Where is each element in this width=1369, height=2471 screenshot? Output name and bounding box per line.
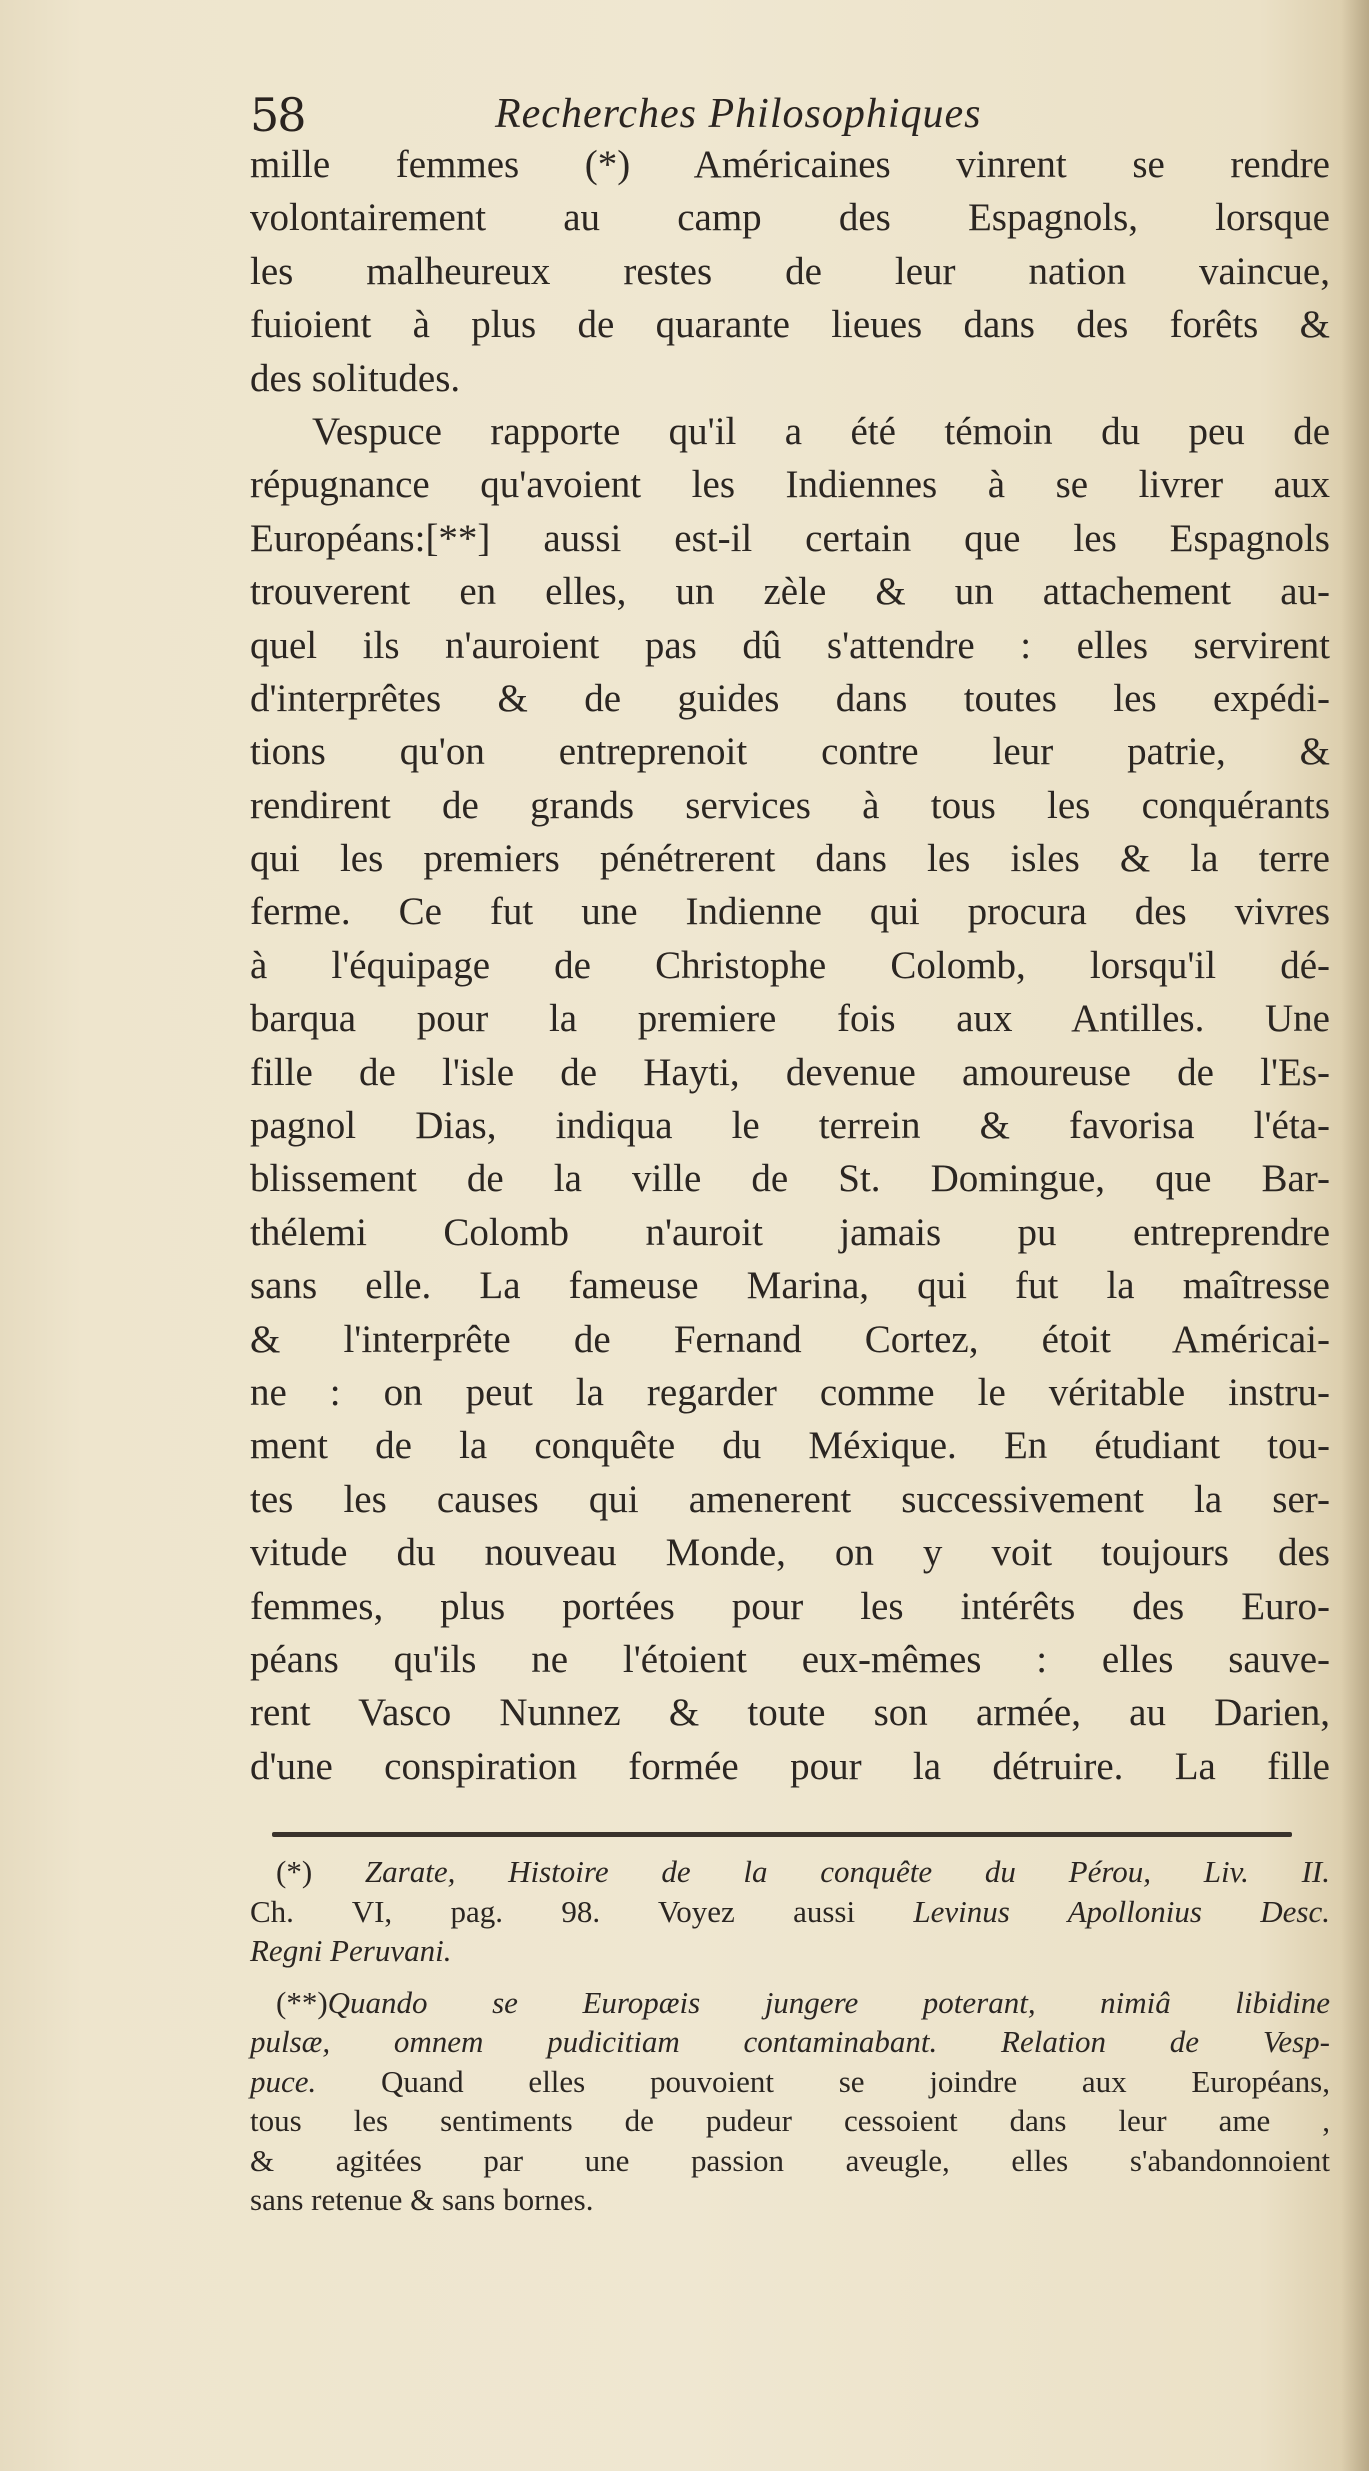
text-line: qui les premiers pénétrerent dans les isles & la terre [250, 837, 1330, 881]
footnote-2-line [250, 1983, 1330, 2023]
footnote-marker: (**) [276, 1984, 328, 2020]
text-line: fuioient à plus de quarante lieues dans des forêts & [250, 303, 1330, 347]
text-line: à l'équipage de Christophe Colomb, lorsqu'il dé- [250, 943, 1330, 987]
text-line: thélemi Colomb n'auroit jamais pu entreprendre [250, 1210, 1330, 1254]
footnote-quote: Quando se Europæis jungere poterant, nimiâ libidine [327, 1984, 1330, 2020]
text-line: femmes, plus portées pour les intérêts des Euro- [250, 1584, 1330, 1628]
footnote-divider [272, 1832, 1292, 1837]
text-line: fille de l'isle de Hayti, devenue amoureuse de l'Es- [250, 1050, 1330, 1094]
footnotes [250, 1852, 1330, 2220]
page-gutter-shadow [1341, 0, 1369, 2471]
text-line: blissement de la ville de St. Domingue, que Bar- [250, 1157, 1330, 1201]
text-line: des solitudes. [250, 356, 461, 400]
footnote-1-line [250, 1852, 1330, 1892]
footnote-marker: (*) [276, 1854, 365, 1889]
text-line: les malheureux restes de leur nation vaincue, [250, 249, 1330, 293]
text-line: tions qu'on entreprenoit contre leur patrie, & [250, 730, 1330, 774]
footnote-citation: Zarate, Histoire de la conquête du Pérou, Liv. II. [364, 1854, 1330, 1889]
text-line: ferme. Ce fut une Indienne qui procura des vivres [250, 890, 1330, 934]
footnote-citation: Levinus Apollonius Desc. [913, 1893, 1330, 1929]
text-line: répugnance qu'avoient les Indiennes à se livrer aux [250, 463, 1330, 507]
footnote-quote: pulsæ, omnem pudicitiam contaminabant. [250, 2024, 1002, 2059]
main-text [250, 138, 1330, 1793]
text-line: volontairement au camp des Espagnols, lorsque [250, 196, 1330, 240]
text-line: pagnol Dias, indiqua le terrein & favorisa l'éta- [250, 1104, 1330, 1148]
footnote-2-line [250, 2062, 1330, 2102]
footnote-1-line: Regni Peruvani. [250, 1933, 452, 1968]
running-title: Recherches Philosophiques [495, 91, 982, 137]
page-number: 58 [250, 88, 305, 142]
text-line: d'une conspiration formée pour la détruire. La fille [250, 1744, 1330, 1788]
text-line: & l'interprête de Fernand Cortez, étoit Américai- [250, 1317, 1330, 1361]
text-line: Européans:[**] aussi est-il certain que les Espagnols [250, 516, 1330, 560]
footnote-2-line [250, 2022, 1330, 2062]
text-line: d'interprêtes & de guides dans toutes les expédi- [250, 676, 1330, 720]
footnote-2-line: tous les sentiments de pudeur cessoient dans leur ame , [250, 2103, 1330, 2138]
footnote-citation: Relation de Vesp- [1001, 2024, 1330, 2059]
text-line: ment de la conquête du Méxique. En étudiant tou- [250, 1424, 1330, 1468]
footnote-citation: puce. [250, 2063, 382, 2099]
text-line: sans elle. La fameuse Marina, qui fut la maîtresse [250, 1264, 1330, 1308]
text-line: tes les causes qui amenerent successivement la ser- [250, 1477, 1330, 1521]
text-line: vitude du nouveau Monde, on y voit toujours des [250, 1531, 1330, 1575]
text-line: trouverent en elles, un zèle & un attachement au- [250, 570, 1330, 614]
text-line: péans qu'ils ne l'étoient eux-mêmes : elles sauve- [250, 1637, 1330, 1681]
text-line: mille femmes (*) Américaines vinrent se rendre [250, 143, 1330, 186]
text-line: rendirent de grands services à tous les conquérants [250, 783, 1330, 827]
text-line: quel ils n'auroient pas dû s'attendre : elles servirent [250, 623, 1330, 667]
footnote-text: Quand elles pouvoient se joindre aux Européans, [381, 2063, 1330, 2099]
footnote-2-line: sans retenue & sans bornes. [250, 2182, 594, 2217]
text-line: barqua pour la premiere fois aux Antilles. Une [250, 997, 1330, 1041]
text-line: ne : on peut la regarder comme le véritable instru- [250, 1370, 1330, 1414]
footnote-text: Ch. VI, pag. 98. Voyez aussi [250, 1893, 914, 1929]
text-line: rent Vasco Nunnez & toute son armée, au Darien, [250, 1691, 1330, 1735]
footnote-2-line: & agitées par une passion aveugle, elles s'abandonnoient [250, 2142, 1330, 2178]
text-line: Vespuce rapporte qu'il a été témoin du peu de [312, 409, 1330, 453]
footnote-1-line [250, 1892, 1330, 1932]
